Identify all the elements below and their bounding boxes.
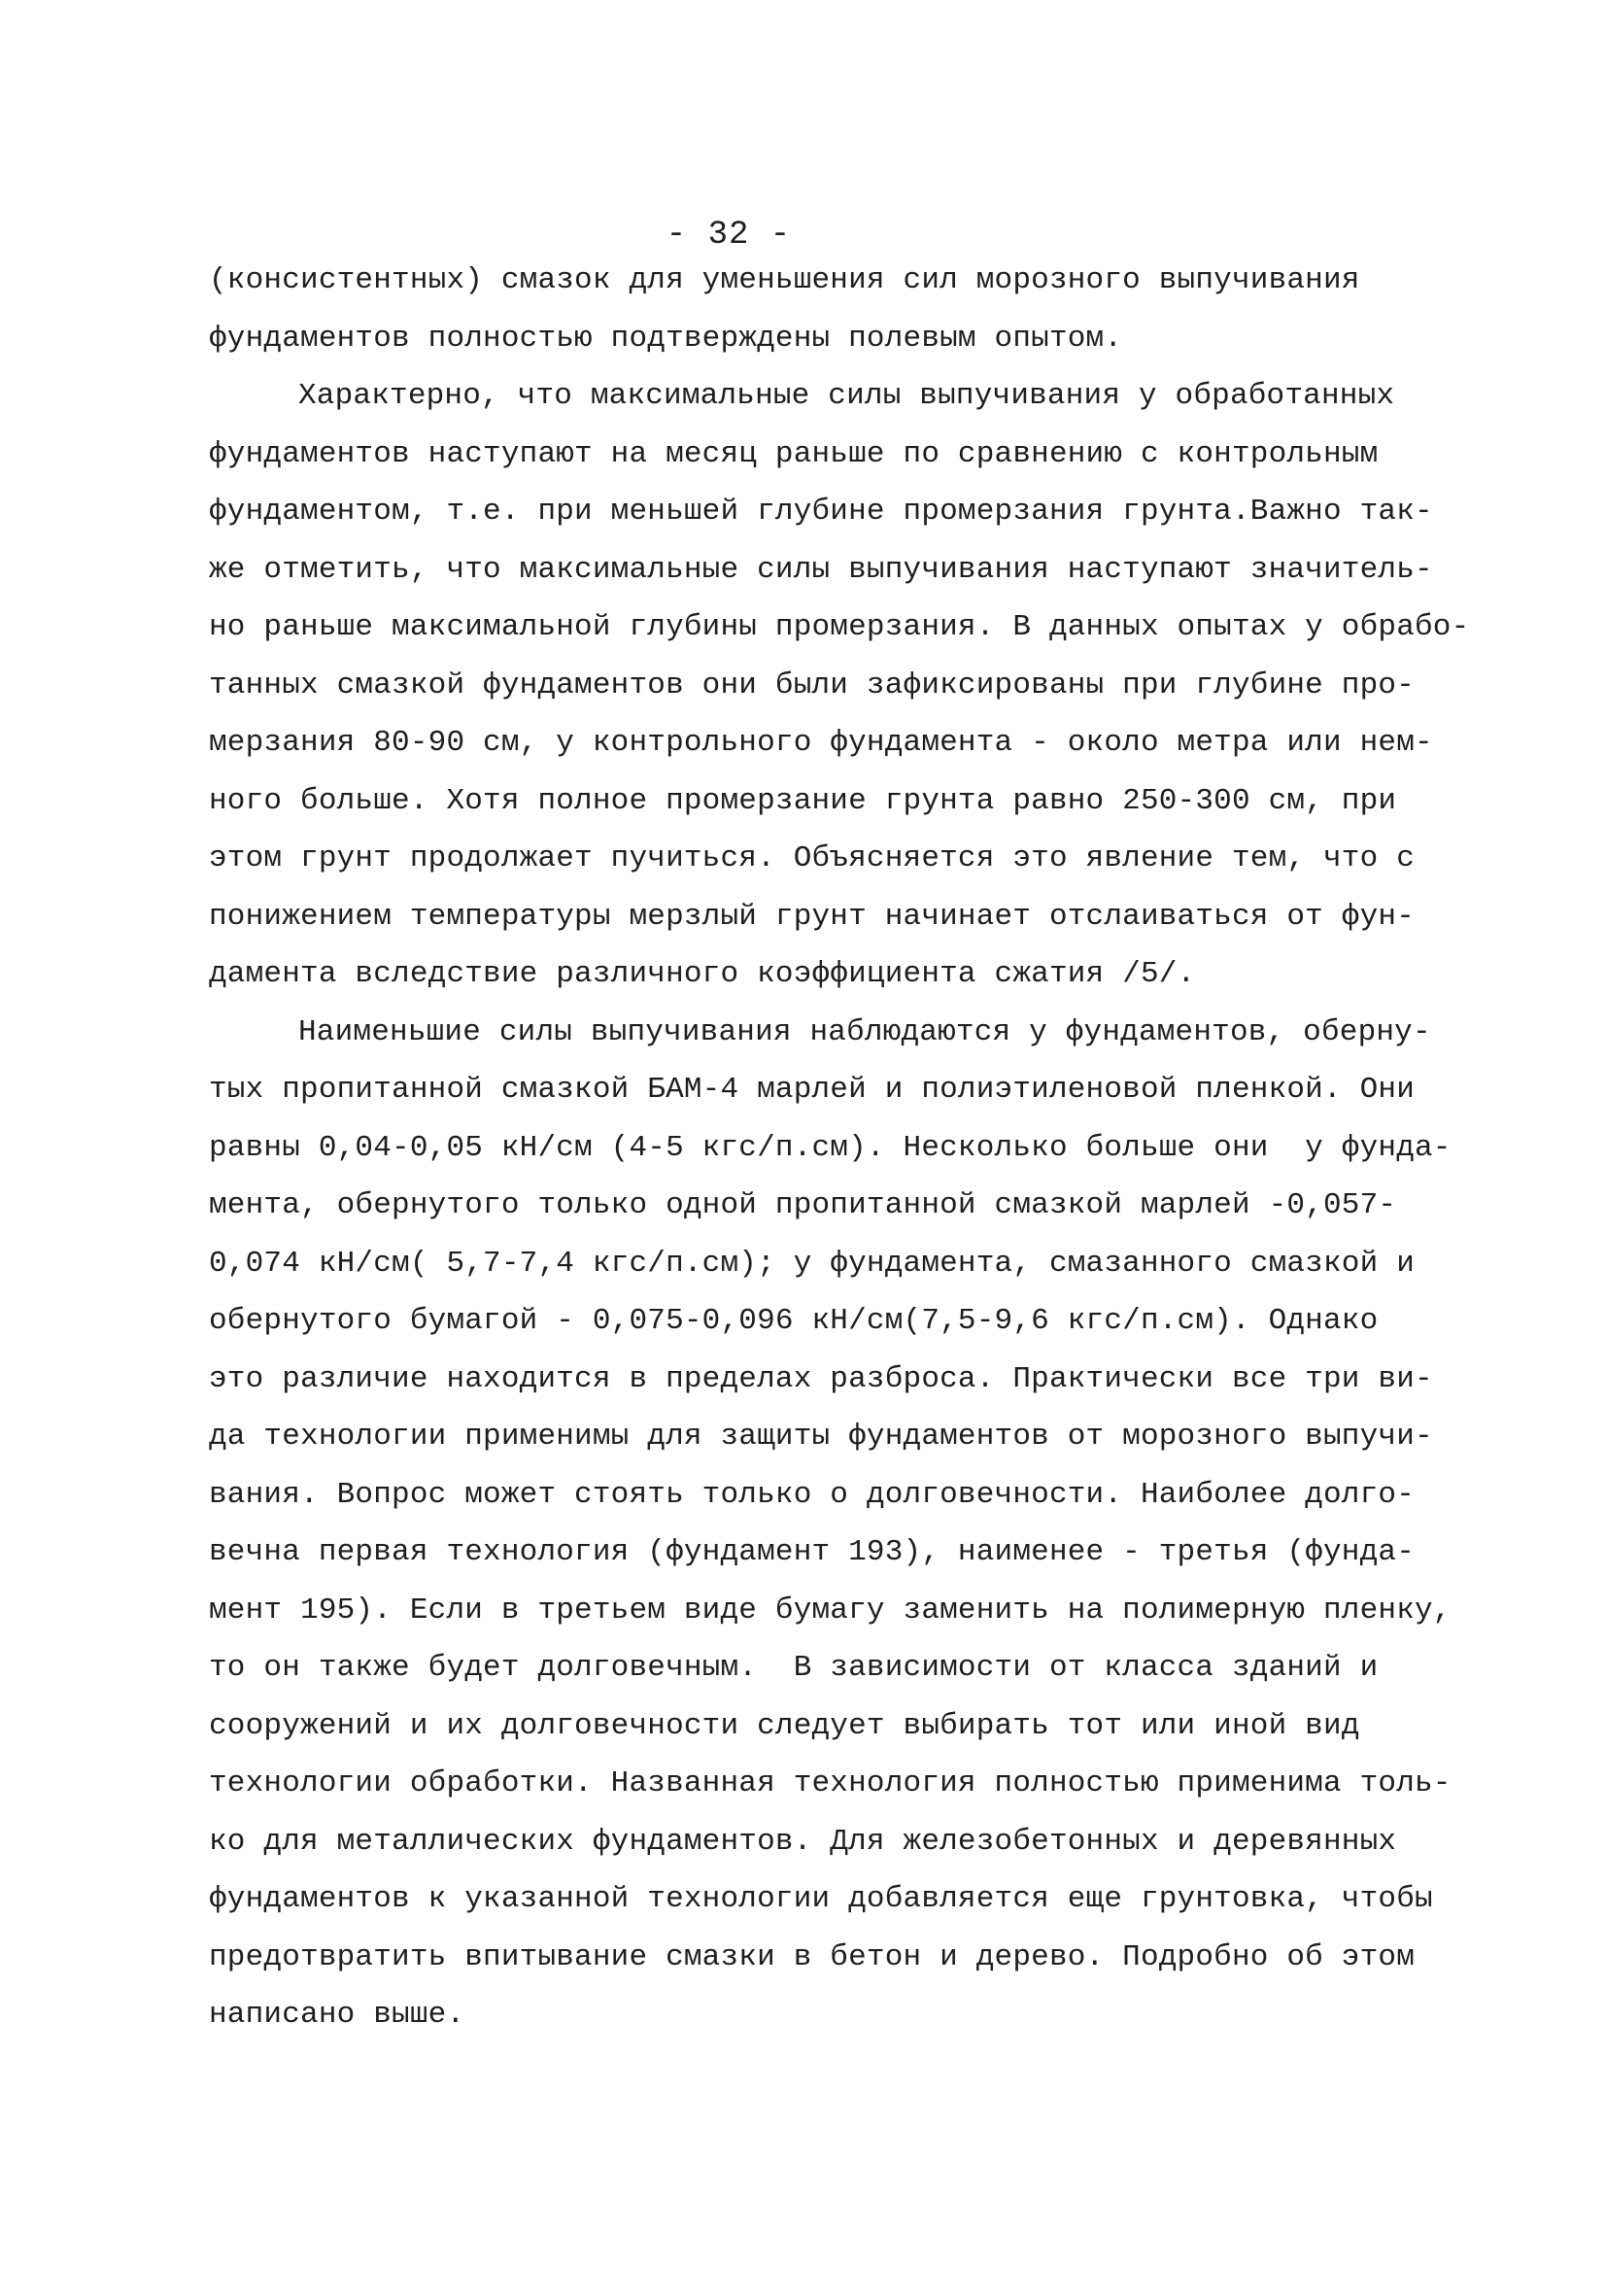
text-line: да технологии применимы для защиты фундаментов от морозного выпучи- <box>209 1420 1433 1454</box>
text-line: ного больше. Хотя полное промерзание грунта равно 250-300 см, при <box>209 783 1397 818</box>
text-line: вечна первая технология (фундамент 193), наименее - третья (фунда- <box>209 1535 1415 1569</box>
text-line: обернутого бумагой - 0,075-0,096 кН/см(7,5-9,6 кгс/п.см). Однако <box>209 1304 1379 1338</box>
text-line: мерзания 80-90 см, у контрольного фундамента - около метра или нем- <box>209 726 1433 760</box>
text-line: вания. Вопрос может стоять только о долговечности. Наиболее долго- <box>209 1477 1415 1512</box>
text-line: понижением температуры мерзлый грунт начинает отслаиваться от фун- <box>209 899 1415 934</box>
text-line: ко для металлических фундаментов. Для железобетонных и деревянных <box>209 1824 1397 1859</box>
text-line: Характерно, что максимальные силы выпучивания у обработанных <box>298 379 1395 413</box>
body-text <box>209 252 1470 2044</box>
text-line: то он также будет долговечным. В зависимости от класса зданий и <box>209 1651 1379 1685</box>
text-line: фундаментов полностью подтверждены полевым опытом. <box>209 321 1123 356</box>
text-line: но раньше максимальной глубины промерзания. В данных опытах у обрабо- <box>209 610 1470 644</box>
text-line: мента, обернутого только одной пропитанной смазкой марлей -0,057- <box>209 1188 1397 1222</box>
text-line: Наименьшие силы выпучивания наблюдаются у фундаментов, оберну- <box>298 1014 1431 1049</box>
text-line: тых пропитанной смазкой БАМ-4 марлей и полиэтиленовой пленкой. Они <box>209 1073 1415 1107</box>
text-line: это различие находится в пределах разброса. Практически все три ви- <box>209 1361 1433 1396</box>
text-line: технологии обработки. Названная технология полностью применима толь- <box>209 1766 1452 1800</box>
page-number: - 32 - <box>666 217 792 254</box>
text-line: танных смазкой фундаментов они были зафиксированы при глубине про- <box>209 668 1415 703</box>
text-line: этом грунт продолжает пучиться. Объясняется это явление тем, что с <box>209 841 1415 875</box>
text-line: (консистентных) смазок для уменьшения сил морозного выпучивания <box>209 263 1360 297</box>
text-line: фундаментов к указанной технологии добавляется еще грунтовка, чтобы <box>209 1882 1433 1916</box>
text-line: написано выше. <box>209 1998 465 2032</box>
text-line: фундаментом, т.е. при меньшей глубине промерзания грунта.Важно так- <box>209 495 1433 529</box>
text-line: равны 0,04-0,05 кН/см (4-5 кгс/п.см). Несколько больше они у фунда- <box>209 1130 1452 1165</box>
text-line: фундаментов наступают на месяц раньше по сравнению с контрольным <box>209 436 1379 471</box>
text-line: же отметить, что максимальные силы выпучивания наступают значитель- <box>209 552 1433 587</box>
text-line: дамента вследствие различного коэффициента сжатия /5/. <box>209 957 1196 991</box>
text-line: мент 195). Если в третьем виде бумагу заменить на полимерную пленку, <box>209 1593 1452 1628</box>
text-line: сооружений и их долговечности следует выбирать тот или иной вид <box>209 1708 1360 1743</box>
text-line: предотвратить впитывание смазки в бетон и дерево. Подробно об этом <box>209 1939 1415 1974</box>
text-line: 0,074 кН/см( 5,7-7,4 кгс/п.см); у фундамента, смазанного смазкой и <box>209 1246 1415 1281</box>
